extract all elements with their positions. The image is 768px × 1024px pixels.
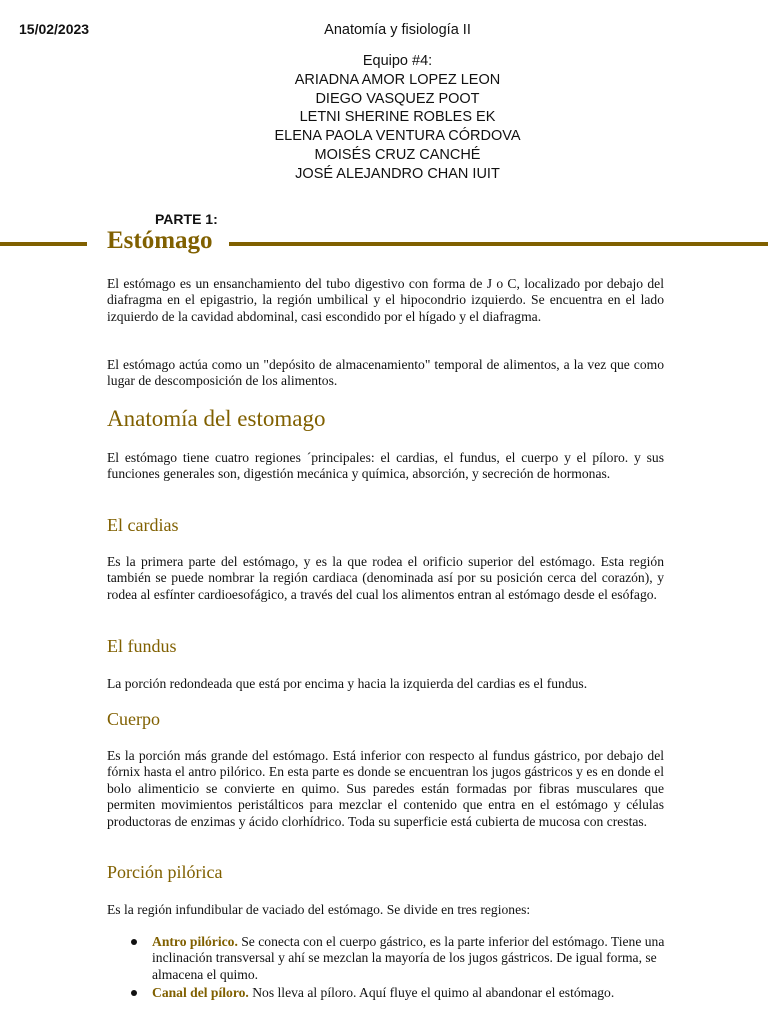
cuerpo-heading: Cuerpo bbox=[107, 709, 160, 729]
team-block bbox=[0, 52, 768, 184]
pilorica-paragraph: Es la región infundibular de vaciado del estómago. Se divide en tres regiones: bbox=[107, 902, 531, 917]
cardias-paragraph: Es la primera parte del estómago, y es la que rodea el orificio superior del estómago. Esta región también se puede nombrar la región cardiaca (denominada así por su posición cerca del corazón), y rodea al esfínter cardioesofágico, a través del cual los alimentos entran al estómago desde el esófago. bbox=[107, 554, 664, 602]
cuerpo-paragraph: Es la porción más grande del estómago. Está inferior con respecto al fundus gástrico, por debajo del fórnix hasta el antro pilórico. En esta parte es donde se encuentran los jugos gástricos y es en donde el bolo alimenticio se convierte en quimo. Sus paredes están formadas por fibras musculares que permiten movimientos peristálticos para mezclar el contenido que entra en el estómago y células productoras de enzimas y ácido clorhídrico. Toda su superficie está cubierta de mucosa con crestas. bbox=[107, 748, 664, 829]
bullet-icon bbox=[131, 990, 137, 996]
intro-paragraph-1: El estómago es un ensanchamiento del tubo digestivo con forma de J o C, localizado por debajo del diafragma en el epigastrio, la región umbilical y el hipocondrio izquierdo. Se encuentra en el lado izquierdo de la cavidad abdominal, casi escondido por el hígado y el diafragma. bbox=[107, 276, 664, 324]
team-member: DIEGO VASQUEZ POOT bbox=[315, 90, 480, 107]
document-title: Estómago bbox=[107, 227, 213, 254]
team-member: MOISÉS CRUZ CANCHÉ bbox=[314, 146, 481, 163]
anatomy-paragraph: El estómago tiene cuatro regiones ´principales: el cardias, el fundus, el cuerpo y el píloro. y sus funciones generales son, digestión mecánica y química, absorción, y secreción de hormonas. bbox=[107, 450, 664, 482]
title-rule-left bbox=[0, 242, 87, 246]
list-item-term: Antro pilórico. bbox=[152, 934, 238, 949]
intro-paragraph-2: El estómago actúa como un "depósito de almacenamiento" temporal de alimentos, a la vez que como lugar de descomposición de los alimentos. bbox=[107, 357, 664, 389]
pilorica-heading: Porción pilórica bbox=[107, 862, 223, 882]
cardias-heading: El cardias bbox=[107, 515, 179, 535]
pilorica-regions-list bbox=[130, 934, 670, 1004]
fundus-paragraph: La porción redondeada que está por encima y hacia la izquierda del cardias es el fundus. bbox=[107, 676, 588, 691]
bullet-icon bbox=[131, 939, 137, 945]
list-item-term: Canal del píloro. bbox=[152, 985, 249, 1001]
part-label: PARTE 1: bbox=[155, 211, 218, 227]
list-item-text: Nos lleva al píloro. Aquí fluye el quimo al abandonar el estómago. bbox=[248, 985, 615, 1001]
list-item-text: Se conecta con el cuerpo gástrico, es la parte inferior del estómago. Tiene una inclinación transversal y ahí se mezclan la mayoría de los jugos gástricos. De igual forma, se almacena el quimo. bbox=[152, 934, 665, 982]
fundus-heading: El fundus bbox=[107, 636, 177, 656]
list-item bbox=[130, 985, 670, 1001]
course-title: Anatomía y fisiología II bbox=[324, 22, 471, 38]
title-rule-right bbox=[229, 242, 768, 246]
document-date: 15/02/2023 bbox=[19, 21, 90, 37]
team-member: ARIADNA AMOR LOPEZ LEON bbox=[294, 71, 501, 88]
list-item bbox=[130, 934, 670, 983]
team-member: ELENA PAOLA VENTURA CÓRDOVA bbox=[274, 128, 521, 145]
team-member: LETNI SHERINE ROBLES EK bbox=[299, 109, 496, 126]
anatomy-heading: Anatomía del estomago bbox=[107, 406, 326, 431]
team-label: Equipo #4: bbox=[362, 53, 433, 69]
team-member: JOSÉ ALEJANDRO CHAN IUIT bbox=[295, 165, 500, 182]
